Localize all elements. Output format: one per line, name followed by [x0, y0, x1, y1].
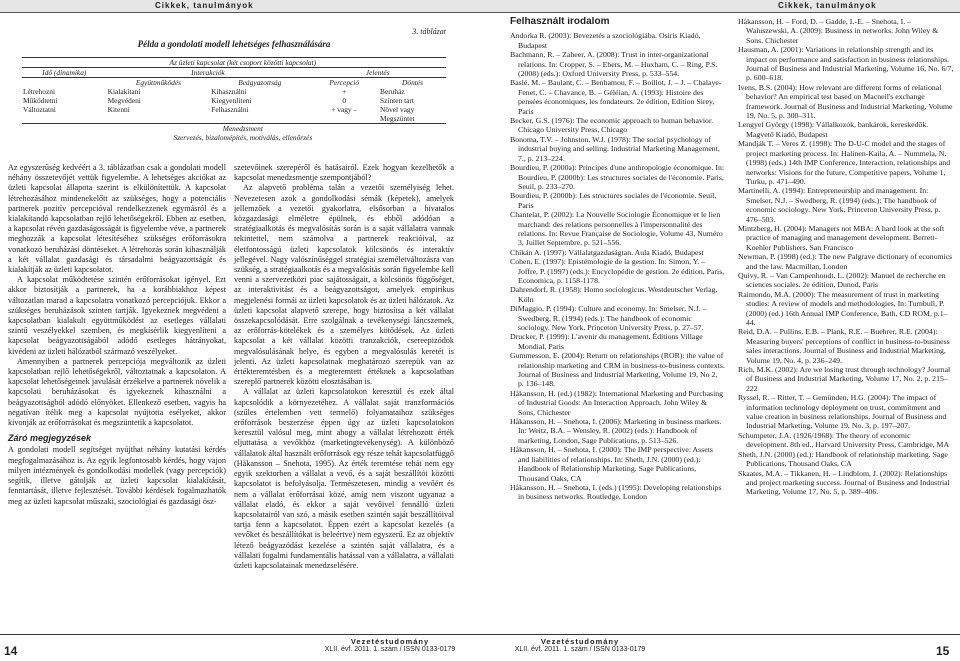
table-cell: Együttműködés	[107, 78, 211, 88]
table-cell: Szervezés, bizalomépítés, motiválás, ellenőrzés	[173, 133, 313, 142]
reference-item: Reid, D.A. – Pullins, E.B. – Plank, R.E. – Buehrer, R.E. (2004): Measuring buyers' perceptions of conflict in business-to-business sales interactions. Journal of Business and Industrial Marketing, Volume 19, No. 4, p. 236–249.	[738, 327, 950, 365]
reference-item: Drucker, P. (1999): L'avenir du management. Éditions Village Mondial, Paris	[510, 332, 703, 351]
table-cell	[22, 78, 107, 88]
table-row	[22, 87, 446, 96]
reference-item: Martinelli, A. (1994): Entrepreneurship and management. In: Smelser, N.J. – Swedberg, R. (1994) (eds.): The handbook of economic sociology. New York, Princeton University Press, p. 476–503.	[738, 186, 941, 224]
table-row	[22, 114, 446, 124]
paragraph: Amennyiben a partnerek percepciója megváltozik az üzleti kapcsolatban rejlő lehetőségekről, változtatnak a kapcsolaton. A kapcsolat lehetőségeinek javulását érzékelve a partnerek növelik a kapcsolati beruházásokat és igyekeznek kihasználni a beágyazottságból adódó előnyöket. Ellenkező esetben, vagyis ha negatívan ítélik meg a kapcsolat nyújtotta esélyeket, akkor kivonják az erőforrásokat és megszüntetik a kapcsolatot.	[8, 356, 226, 428]
paragraph: Az egyszerűség kedvéért a 3. táblázatban csak a gondolati modell néhány összetevőjét vettük figyelembe. A lehetséges akciókat az üzleti kapcsolat állapota szerint is elkülönítettük. A kapcsolat létrehozásához mindenekelőtt az szükséges, hogy a potenciális partnerek pozitív percepcióval rendelkezzenek egymásról és a kialakítandó kapcsolatban rejlő lehetőségekről. Ebben az esetben, a kapcsolat révén gazdaságosságát is figyelembe véve, a partnerek meghozzák a kapcsolat létesítéséhez szükséges erőforrásokra vonatkozó beruházási döntéseket. A létrehozás során kihasználják a két vállalat gazdasági és társadalmi beágyazottságát és kialakítják az üzleti kapcsolatot.	[8, 163, 226, 275]
reference-item: Rich, M.K. (2002): Are we losing trust through technology? Journal of Business and Industrial Marketing, Volume 17, No. 2, p. 215–222	[738, 365, 951, 393]
table-cell	[107, 114, 211, 124]
table-cell	[210, 114, 309, 124]
reference-item: Ivens, B.S. (2004): How relevant are different forms of relational behavior? An empirical test based on Macneil's exchange framework. Journal of Business and Industrial Marketing, Volume 19, No. 5, p. 300–311.	[738, 82, 953, 121]
page-number-right: 15	[936, 644, 950, 658]
section-header-left: Cikkek, tanulmányok	[155, 1, 254, 10]
table-cell: Beruház	[380, 87, 405, 96]
table-cell: 0	[342, 96, 347, 105]
table-cell: + vagy –	[331, 105, 358, 114]
reference-item: Hausman, A. (2001): Variations in relationship strength and its impact on performance and satisfaction in business relationships. Journal of Business and Industrial Marketing, Volume 16, No. 6/7, p. 600–618.	[738, 45, 954, 83]
left-column-1	[8, 163, 226, 507]
footer-rule-left	[0, 634, 480, 635]
table-cell: Beágyazottság	[210, 78, 309, 88]
section-header-right: Cikkek, tanulmányok	[778, 1, 877, 10]
table-cell	[379, 133, 446, 142]
table-cell: Döntés	[379, 78, 446, 88]
reference-item: Håkansson, H. – Snehota, I. (2000): The IMP perspective: Assets and liabilities of relationships. In: Sheth, J.N. (2000) (ed.): Handbook of Relationship Marketing. Sage Publications, Thousand Oaks, CA	[510, 445, 713, 483]
table-cell	[379, 124, 446, 134]
reference-item: Skaates, M.A. – Tikkanen, H. – Lindblom, J. (2002): Relationships and project marketing success. Journal of Business and Industrial Marketing, Volume 17, No. 5, p. 389–406.	[738, 468, 950, 497]
reference-item: Håkansson, H. – Snehota, I. (2006): Marketing in business markets. In: Weitz, B.A. – Wensley, R. (2002) (eds.): Handbook of marketing, London, Sage Publications, p. 513–526.	[510, 417, 722, 445]
table-cell: Megszüntet	[380, 114, 415, 123]
table-row	[22, 124, 446, 134]
reference-item: Sheth, J.N. (2000) (ed.): Handbook of relationship marketing. Sage Publications, Thousand Oaks, CA	[738, 449, 948, 469]
reference-item: Mandják T. – Veres Z. (1998): The D-U-C model and the stages of project marketing process. In: Halinen-Kaila, A. – Nummela, N. (1998) (eds.) 14th IMP Conference, Interaction, relationships and networks: Visions for the future, Competitive papers, Volume 1, Turku, p. 471–490.	[738, 139, 951, 186]
paragraph: Az alapvető probléma talán a vezetői személyiség lehet. Nevezetesen azok a gondolkodási sémák (képetek), amelyek jellemzőek a vezetői gyakorlatra, elsősorban a hivatalos közgazdasági elméletre épülnek, és ebből adódóan a stratégiaalkotás és megvalósítás során is a saját vállalatra vannak tekintettel, nem számolva a partnerek reakcióival, az életfontosságú üzleti kapcsolatok kölcsönös és interaktív jellegével. Nagy valószínűséggel stratégiai személetváltozásra van szükség, a stratégiaalkotás és a megvalósítás során figyelembe kell venni a szervezetközi piac sajátosságait, a kölcsönös függőséget, az interaktivitást és a beágyazottságot, amelyek empirikus megjelenési formái az üzleti kapcsolatok és az üzleti hálózatok. Az üzleti kapcsolat alapvető szerepe, hogy biztosítsa a két vállalat összekapcsolódását. Erre szolgálnak a tevékenységi láncszemek, az erőforrás-kötelékek és a személyes kötődések. Az üzleti kapcsolat a két vállalat közötti tranzakciók, csereepizódok megvalósulásának helye, és egyben a megvalósulás keretét is jelenti. Az üzleti kapcsolatnak meghatározó szerepük van az értékteremtésben és a megteremtett értéknek a kapcsolatban szereplő partnerek közötti elosztásában is.	[234, 183, 454, 387]
references-heading: Felhasznált irodalom	[510, 17, 610, 27]
reference-item: Raimondo, M.A. (2000): The measurement of trust in marketing studies: A review of models and methodologies, In: Turnbull, P. (2000) (ed.) 16th Annual IMP Conference, Bath, CD ROM, p.1–44.	[738, 289, 948, 327]
reference-item: Dahrendorf, R. (1958): Homo sociologicus. Westdeutscher Verlag, Köln	[510, 285, 718, 304]
reference-item: Chikán A. (1997): Vállalatgazdaságtan. Aula Kiadó, Budapest	[510, 247, 704, 257]
table-cell	[22, 114, 107, 124]
footer-left	[320, 637, 460, 653]
table-cell: Interakciók	[107, 68, 310, 78]
reference-item: Andorka R. (2003): Bevezetés a szociológiába. Osiris Kiadó, Budapest	[510, 31, 701, 50]
journal-name: Vezetéstudomány	[540, 637, 620, 646]
right-page	[480, 0, 960, 661]
table-cell	[22, 58, 107, 68]
table-cell: Megvédeni	[107, 96, 141, 105]
page-number-left: 14	[4, 644, 18, 658]
table-cell	[379, 58, 446, 68]
table-cell: Létrehozni	[23, 87, 56, 96]
reference-item: Bachmann, R. – Zaheer, A. (2008): Trust in inter-organizational relations. In: Cropper, S. – Ebers, M. – Huxham, C. – Ring, P.S. (2008) (eds.): Oxford University Press, p. 533–554.	[510, 50, 718, 79]
table-cell: Kihasználni	[211, 87, 247, 96]
table-cell: +	[342, 87, 347, 96]
table-cell: Működtetni	[23, 96, 58, 105]
table-cell	[22, 124, 107, 134]
table-cell: Kiegyenlíteni	[211, 96, 252, 105]
reference-item: Håkansson, H. – Snehota, I. (eds.) (1995): Developing relationships in business networks. Routledge, London	[510, 482, 722, 502]
table-cell: Menedzsment	[107, 124, 379, 134]
table-row	[22, 133, 446, 142]
table-cell	[22, 133, 107, 142]
table-cell: Változtatni	[23, 105, 56, 114]
reference-item: DiMaggio, P. (1994): Culture and economy. In: Smelser, N.J. – Swedberg, R. (1994) (eds.): The handbook of economic sociology. New York, Princeton University Press, p. 27–57.	[510, 304, 707, 332]
table-row	[22, 105, 446, 114]
table-cell: Percepció	[309, 78, 379, 88]
issue-line: XLII. évf. 2011. 1. szám / ISSN 0133-0179	[324, 646, 456, 653]
header-band-right	[480, 0, 960, 13]
references-col-1	[510, 17, 725, 629]
reference-item: Bonoma, T.V. – Johnston, W.J. (1978): The social psychology of industrial buying and selling. Industrial Marketing Management, 7., p. 213–224.	[510, 134, 720, 163]
reference-item: Mintzberg, H. (2004): Managers not MBA: A hard look at the soft practice of managing and management development. Berrett-Koehler Publishers, San Francisco	[738, 223, 945, 252]
reference-item: Bourdieu, P. (2000b): Les structures sociales de l'économie. Seuil, Paris	[510, 191, 717, 210]
table-cell: Növel vagy	[380, 105, 415, 114]
reference-item: Håkansson, H. (ed.) (1982): International Marketing and Purchasing of Industrial Goods: An Interaction Approach. John Wiley & Sons, Chichester	[510, 388, 724, 417]
reference-item: Ryssel, R. – Ritter, T. – Gemünden, H.G. (2004): The impact of information technology deployment on trust, commitment and value creation in business relationships. Journal of Business and Industrial Marketing, Volume 19, No. 3, p. 197–207.	[738, 393, 947, 431]
reference-item: Baslé, M. – Baulant, C. – Benhamou, F. – Boillot, J. – J. – Chalaye-Fenet, C. – Chavance, B. – Géléian, A. (1993): Histoire des pensées économiques, les fondateurs. 2e édition, Edition Sirey, Paris	[510, 78, 722, 116]
table-cell	[309, 114, 379, 124]
references-col-2	[738, 17, 954, 629]
paragraph: szetevőinek szerepéről és hatásairól. Ezek hogyan kezelhetők a kapcsolat menedzsmentje szempontjából?	[234, 163, 454, 183]
footer-right	[510, 637, 650, 653]
table-row	[22, 96, 446, 105]
table-number: 3. táblázat	[412, 27, 446, 36]
table-cell: Kitenni	[107, 105, 130, 114]
issue-line: XLII. évf. 2011. 1. szám / ISSN 0133-0179	[514, 646, 646, 653]
reference-item: Bourdieu, P. (2000a): Principes d'une anthropologie économique. In: Bourdieu, P. (2000b): Les structures sociales de l'économie. Paris, Seuil, p. 233–270.	[510, 163, 725, 191]
table-cell: Jelentés	[309, 68, 446, 78]
table-cell: Szinten tart	[380, 96, 414, 105]
paragraph: A kapcsolat működtetése szintén erőforrásokat igényel. Ezt akkor biztosítják a partnerek, ha a korábbiakhoz képest változatlan marad a kapcsolatra vonatkozó percepciójuk. Ekkor a szükséges beruházások szinten tartják. Igyekeznek megvédeni a kapcsolatban kialakult együttműködést az esetleges vállalati szintű veszélyekkel szemben, és megkísérlik kiegyenlíteni a kapcsolat beágyazottságából adódó esetleges hátrányokat, kivédeni az üzleti hálózatból származó veszélyeket.	[8, 275, 226, 356]
table-title: Példa a gondolati modell lehetséges felhasználására	[137, 39, 331, 49]
journal-name: Vezetéstudomány	[350, 637, 430, 646]
reference-item: Cohen, E. (1997): Epistémologie de la gestion. In: Simon, Y. – Joffre, P. (1997) (eds.): Encyclopédie de gestion. 2e édition, Paris, Economica, p. 1158-1178.	[510, 257, 725, 285]
table-row	[22, 58, 446, 68]
table-cell: Felhasználni	[211, 105, 249, 114]
reference-item: Becker, G.S. (1976): The economic approach to human behavior. Chicago University Press, Chicago	[510, 116, 714, 135]
table-cell: Idő (dinamika)	[22, 68, 107, 78]
left-column-2	[234, 163, 454, 571]
reference-item: Quivy, R. – Van Campenhoudt, L. (2002): Manuel de recherche en sciences sociales. 2e édition, Dunod, Paris	[738, 270, 946, 290]
table-row	[22, 68, 446, 78]
reference-item: Lengyel György (1998): Vállalkozók, bankárok, kereskedők. Magvető Kiadó, Budapest	[738, 120, 929, 139]
table-cell: Az üzleti kapcsolat (két csoport közötti kapcsolat)	[107, 58, 379, 68]
reference-item: Chantelat, P. (2002): La Nouvelle Sociologie Économique et le lien marchand: des relations personnelles à l'impersonnalité des relations. In: Revue Française de Sociologie, Volume 43, Numéro 3, Juillet Septembre, p. 521–556.	[510, 210, 723, 248]
footer-rule-right	[480, 634, 960, 635]
section-heading: Záró megjegyzések	[8, 433, 92, 444]
reference-item: Schumpeter, J.A. (1926/1968): The theory of economic development. 8th ed., Harvard University Press, Cambridge, MA	[738, 430, 950, 450]
paragraph: A gondolati modell segítséget nyújthat néhány kutatási kérdés megfogalmazásához is. Az egyik legfontosabb kérdés, hogy vajon milyen intézmények és gondolkodási modellek (vagy percepciók) segítik, illetve gátolják az üzleti kapcsolat kialakítását, fenntartását, illetve fejlesztését. További kérdések fogalmazhatók meg az üzleti kapcsolat műszaki, szociológiai és gazdasági ösz-	[8, 445, 226, 506]
table-row	[22, 78, 446, 88]
reference-item: Gummesson, E. (2004): Return on relationships (ROR): the value of relationship marketing and CRM in business-to-business contexts. Journal of Business and Industrial Marketing, Volume 19, No 2, p. 136–148.	[510, 351, 725, 389]
reference-item: Håkansson, H. – Ford, D. – Gadde, L-E. – Snehota, I. – Waluszewski, A. (2009): Business in networks. John Wiley & Sons, Chichester	[738, 17, 939, 45]
model-table	[22, 57, 446, 142]
reference-item: Newman, P. (1998) (ed.): The new Palgrave dictionary of economics and the law. Macmillan, London	[738, 252, 953, 271]
table-cell: Kialakítani	[107, 87, 141, 96]
paragraph: A vállalat az üzleti kapcsolatokon keresztül és ezek által kapcsolódik a környezetéhez. A vállalat saját tranzformációs (szűles értelemben vett termelő) folyamataihoz szükséges erőforrások beszerzése éppen úgy az üzleti kapcsolatokon keresztül valósul meg, mint ahogy a vállalat létrehozott érték eljuttatása a vevőkhöz (marketingtevékenység). A különböző vállalatok által használt erőforrások egy része tehát kapcsolatfüggő (Håkansson – Snehota, 1995). Az érték teremtése tehát nem egy egyik szektorben a vállalat a vevő, és a saját beszállítói közötti kapcsolatot is befolyásolja. Természetesen, mindig a vevőért és nem a vállalat erőforrásai közé, amíg nem viszont ugyanaz a vállalat eladó, és ekkor a saját vevőivel fennálló üzleti kapcsolatairól van szó, a másik esetben szintén saját beszállítóival tartja fenn a kapcsolatot. Éppen ezért a kapcsolat kezelés (a vevőket és beszállítókat is beleértve) nem egyszerű. Ez az objektív létező beágyazódást kezelése a szintén saját vállalatra, és a vállalati fogalmi fundamentális hatással van a vállalatra, a vállalati üzleti kapcsolatainak menedzselésére.	[234, 387, 454, 570]
